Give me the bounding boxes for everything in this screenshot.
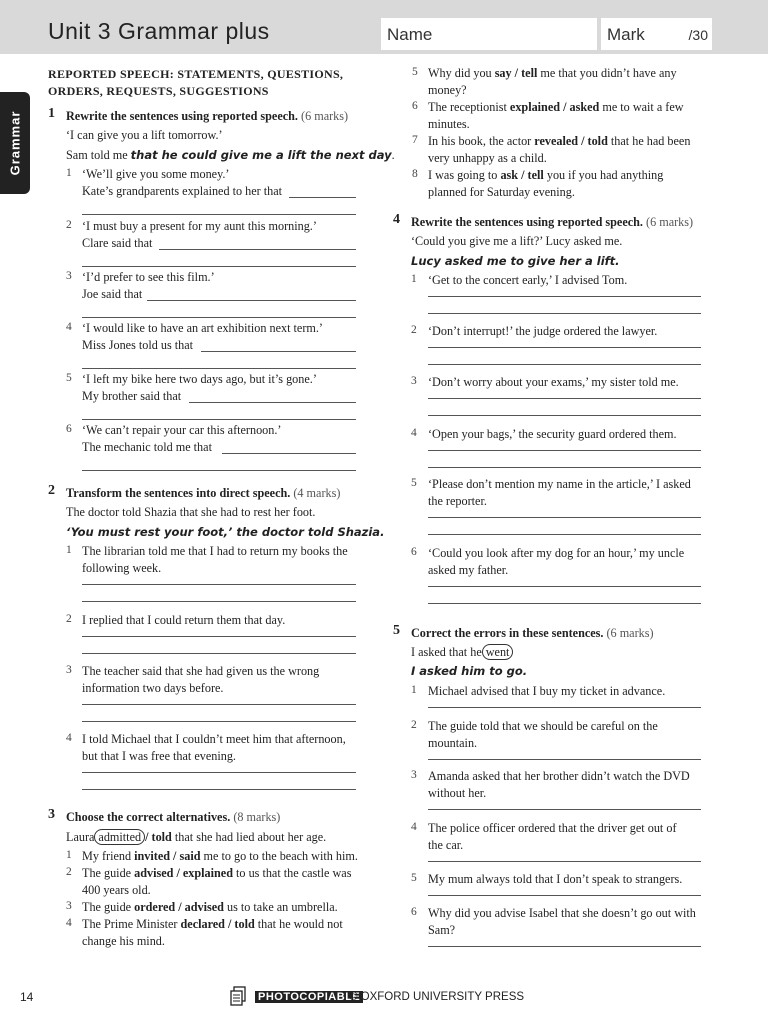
example-answer: I asked him to go. <box>411 664 528 678</box>
answer-line[interactable] <box>428 861 701 862</box>
item-number: 5 <box>411 477 417 489</box>
photocopiable-badge: PHOTOCOPIABLE <box>255 991 363 1003</box>
item-number: 3 <box>411 769 417 781</box>
example-prefix: I asked that he <box>411 645 482 659</box>
item-text: that he had been <box>607 134 691 148</box>
item-number: 1 <box>411 273 417 285</box>
item-sentence: the car. <box>428 838 464 852</box>
item-text: My friend <box>82 849 135 863</box>
item-sentence: Why did you advise Isabel that she doesn’t go out with <box>428 906 696 920</box>
item-number: 5 <box>412 66 418 78</box>
answer-line[interactable] <box>82 266 356 267</box>
item-sentence: The teacher said that she had given us the wrong <box>82 664 320 678</box>
item-alternatives: say / tell <box>494 66 538 80</box>
item-prompt: Clare said that <box>82 236 153 250</box>
item-alternatives: invited / said <box>134 849 201 863</box>
instruction-text: Transform the sentences into direct speech. <box>66 486 294 500</box>
marks-value: (6 marks) <box>606 626 654 640</box>
example-rest: / told <box>145 830 172 844</box>
exercise-number: 2 <box>48 483 55 498</box>
answer-line[interactable] <box>82 584 356 585</box>
answer-line[interactable] <box>82 368 356 369</box>
answer-line[interactable] <box>82 419 356 420</box>
example-prefix: Sam told me <box>66 148 131 162</box>
example-sentence: ‘Could you give me a lift?’ Lucy asked me. <box>411 234 623 248</box>
answer-line[interactable] <box>428 450 701 451</box>
item-sentence: Amanda asked that her brother didn’t watch the DVD <box>428 769 690 783</box>
item-text: you if you had anything <box>543 168 664 182</box>
answer-line[interactable] <box>147 300 356 301</box>
example-sentence: The doctor told Shazia that she had to rest her foot. <box>66 505 316 519</box>
item-sentence: ‘Open your bags,’ the security guard ordered them. <box>428 427 677 441</box>
marks-value: (6 marks) <box>646 215 694 229</box>
item-number: 3 <box>66 900 72 912</box>
item-sentence: following week. <box>82 561 162 575</box>
item-sentence: I replied that I could return them that day. <box>82 613 286 627</box>
answer-line[interactable] <box>82 601 356 602</box>
answer-line[interactable] <box>428 415 701 416</box>
marks-value: (8 marks) <box>233 810 281 824</box>
answer-line[interactable] <box>82 721 356 722</box>
example-sentence <box>66 829 326 845</box>
page-number: 14 <box>20 990 34 1004</box>
example-answer: ‘You must rest your foot,’ the doctor told Shazia. <box>66 525 385 539</box>
item-text: to us that the castle was <box>233 866 352 880</box>
answer-line[interactable] <box>428 603 701 604</box>
item-sentence-cont: money? <box>428 83 467 97</box>
exercise-instruction <box>66 108 348 124</box>
answer-line[interactable] <box>428 759 701 760</box>
item-number: 3 <box>66 664 72 676</box>
answer-line[interactable] <box>82 653 356 654</box>
item-quote: ‘I left my bike here two days ago, but it’s gone.’ <box>82 372 317 386</box>
item-number: 2 <box>411 719 417 731</box>
answer-line[interactable] <box>428 809 701 810</box>
item-number: 4 <box>66 321 72 333</box>
item-text: Why did you <box>428 66 495 80</box>
answer-line[interactable] <box>428 534 701 535</box>
item-number: 2 <box>66 613 72 625</box>
example-answer: Lucy asked me to give her a lift. <box>411 254 620 268</box>
answer-line[interactable] <box>428 946 701 947</box>
grammar-side-tab <box>0 92 30 194</box>
example-circled: admitted <box>94 829 145 845</box>
item-number: 3 <box>66 270 72 282</box>
item-number: 4 <box>66 732 72 744</box>
answer-line[interactable] <box>82 214 356 215</box>
instruction-text: Rewrite the sentences using reported speech. <box>411 215 647 229</box>
item-number: 2 <box>66 219 72 231</box>
item-alternatives: advised / explained <box>134 866 233 880</box>
example-circled: went <box>482 644 514 660</box>
item-sentence <box>82 916 343 932</box>
photocopy-icon <box>229 986 247 1006</box>
item-number: 6 <box>412 100 418 112</box>
instruction-text: Choose the correct alternatives. <box>66 810 234 824</box>
example-end: . <box>391 148 395 162</box>
mark-field[interactable] <box>601 18 712 50</box>
item-prompt: Joe said that <box>82 287 143 301</box>
example-sentence <box>411 644 513 660</box>
item-sentence: ‘Get to the concert early,’ I advised Tom. <box>428 273 628 287</box>
item-text: The Prime Minister <box>82 917 181 931</box>
item-sentence <box>82 848 358 864</box>
instruction-text: Rewrite the sentences using reported speech. <box>66 109 302 123</box>
item-number: 5 <box>66 372 72 384</box>
answer-line[interactable] <box>428 586 701 587</box>
answer-line[interactable] <box>428 398 701 399</box>
item-sentence: the reporter. <box>428 494 487 508</box>
answer-line[interactable] <box>82 704 356 705</box>
answer-line[interactable] <box>82 470 356 471</box>
answer-line[interactable] <box>428 364 701 365</box>
item-text: me to go to the beach with him. <box>200 849 358 863</box>
exercise-number: 4 <box>393 212 400 227</box>
item-alternatives: ordered / advised <box>134 900 224 914</box>
exercise-number: 3 <box>48 807 55 822</box>
item-quote: ‘I would like to have an art exhibition next term.’ <box>82 321 323 335</box>
answer-line[interactable] <box>222 453 356 454</box>
answer-line[interactable] <box>428 895 701 896</box>
item-number: 1 <box>66 167 72 179</box>
example-prefix: Laura <box>66 830 95 844</box>
answer-line[interactable] <box>428 313 701 314</box>
item-text: that he would not <box>254 917 343 931</box>
answer-line[interactable] <box>159 249 356 250</box>
answer-line[interactable] <box>201 351 356 352</box>
item-prompt: The mechanic told me that <box>82 440 212 454</box>
marks-value: (6 marks) <box>301 109 349 123</box>
item-sentence <box>428 99 684 115</box>
item-sentence: without her. <box>428 786 487 800</box>
answer-line[interactable] <box>189 402 356 403</box>
item-text: I was going to <box>428 168 501 182</box>
item-sentence: mountain. <box>428 736 478 750</box>
name-field[interactable] <box>381 18 597 50</box>
name-label: Name <box>387 25 433 44</box>
example-quote: ‘I can give you a lift tomorrow.’ <box>66 128 223 142</box>
mark-label: Mark <box>607 25 645 44</box>
item-quote: ‘I must buy a present for my aunt this morning.’ <box>82 219 317 233</box>
example-answer: that he could give me a lift the next day <box>130 148 392 162</box>
item-sentence-cont: 400 years old. <box>82 883 151 897</box>
example-sentence <box>66 147 395 163</box>
item-number: 3 <box>411 375 417 387</box>
item-sentence: My mum always told that I don’t speak to strangers. <box>428 872 683 886</box>
item-sentence <box>428 65 677 81</box>
item-text: The guide <box>82 900 135 914</box>
item-sentence-cont: change his mind. <box>82 934 165 948</box>
item-number: 7 <box>412 134 418 146</box>
item-number: 2 <box>411 324 417 336</box>
unit-title: Unit 3 Grammar plus <box>48 18 270 44</box>
item-text: In his book, the actor <box>428 134 535 148</box>
item-text: us to take an umbrella. <box>223 900 338 914</box>
item-sentence-cont: very unhappy as a child. <box>428 151 547 165</box>
item-text: me to wait a few <box>599 100 684 114</box>
item-prompt: Kate’s grandparents explained to her that <box>82 184 283 198</box>
item-sentence: ‘Don’t interrupt!’ the judge ordered the lawyer. <box>428 324 658 338</box>
item-number: 1 <box>66 849 72 861</box>
item-sentence: I told Michael that I couldn’t meet him that afternoon, <box>82 732 346 746</box>
item-quote: ‘We can’t repair your car this afternoon.’ <box>82 423 282 437</box>
item-sentence: The librarian told me that I had to return my books the <box>82 544 348 558</box>
answer-line[interactable] <box>82 789 356 790</box>
item-sentence: Michael advised that I buy my ticket in advance. <box>428 684 666 698</box>
item-alternatives: revealed / told <box>534 134 608 148</box>
item-sentence: Sam? <box>428 923 456 937</box>
publisher-credit: © OXFORD UNIVERSITY PRESS <box>349 991 525 1003</box>
item-number: 8 <box>412 168 418 180</box>
item-sentence <box>428 133 690 149</box>
section-title: REPORTED SPEECH: STATEMENTS, QUESTIONS, ORDERS, REQUESTS, SUGGESTIONS <box>48 67 344 98</box>
exercise-number: 1 <box>48 106 55 121</box>
item-number: 2 <box>66 866 72 878</box>
exercise-number: 5 <box>393 623 400 638</box>
exercise-instruction <box>66 485 340 501</box>
item-quote: ‘We’ll give you some money.’ <box>82 167 230 181</box>
item-number: 6 <box>411 546 417 558</box>
item-sentence <box>82 865 351 881</box>
instruction-text: Correct the errors in these sentences. <box>411 626 607 640</box>
item-alternatives: declared / told <box>180 917 255 931</box>
item-sentence: information two days before. <box>82 681 224 695</box>
item-number: 4 <box>411 821 417 833</box>
answer-line[interactable] <box>428 296 701 297</box>
answer-line[interactable] <box>428 707 701 708</box>
answer-line[interactable] <box>82 317 356 318</box>
answer-line[interactable] <box>82 772 356 773</box>
answer-line[interactable] <box>82 636 356 637</box>
item-sentence: ‘Could you look after my dog for an hour,’ my uncle <box>428 546 685 560</box>
item-prompt: Miss Jones told us that <box>82 338 194 352</box>
answer-line[interactable] <box>428 467 701 468</box>
item-alternatives: ask / tell <box>500 168 544 182</box>
item-number: 1 <box>66 544 72 556</box>
exercise-instruction <box>66 809 280 825</box>
item-alternatives: explained / asked <box>509 100 600 114</box>
item-sentence <box>428 167 663 183</box>
item-sentence-cont: planned for Saturday evening. <box>428 185 575 199</box>
item-quote: ‘I’d prefer to see this film.’ <box>82 270 215 284</box>
item-number: 1 <box>411 684 417 696</box>
marks-value: (4 marks) <box>293 486 341 500</box>
item-sentence <box>82 899 338 915</box>
item-sentence: The police officer ordered that the driver get out of <box>428 821 677 835</box>
item-sentence: asked my father. <box>428 563 509 577</box>
item-sentence: but that I was free that evening. <box>82 749 236 763</box>
item-number: 5 <box>411 872 417 884</box>
item-text: me that you didn’t have any <box>537 66 677 80</box>
answer-line[interactable] <box>428 347 701 348</box>
answer-line[interactable] <box>289 197 356 198</box>
exercise-instruction <box>411 625 654 641</box>
item-sentence: ‘Please don’t mention my name in the article,’ I asked <box>428 477 691 491</box>
header-bar <box>0 0 768 54</box>
item-text: The receptionist <box>428 100 510 114</box>
item-number: 6 <box>66 423 72 435</box>
exercise-instruction <box>411 214 693 230</box>
item-sentence: ‘Don’t worry about your exams,’ my sister told me. <box>428 375 679 389</box>
side-tab-label: Grammar <box>7 110 23 176</box>
item-text: The guide <box>82 866 135 880</box>
item-number: 6 <box>411 906 417 918</box>
mark-total: /30 <box>688 27 708 43</box>
item-sentence: The guide told that we should be careful on the <box>428 719 658 733</box>
item-number: 4 <box>411 427 417 439</box>
answer-line[interactable] <box>428 517 701 518</box>
item-prompt: My brother said that <box>82 389 182 403</box>
item-number: 4 <box>66 917 72 929</box>
item-sentence-cont: minutes. <box>428 117 470 131</box>
example-rest-tail: that she had lied about her age. <box>171 830 327 844</box>
